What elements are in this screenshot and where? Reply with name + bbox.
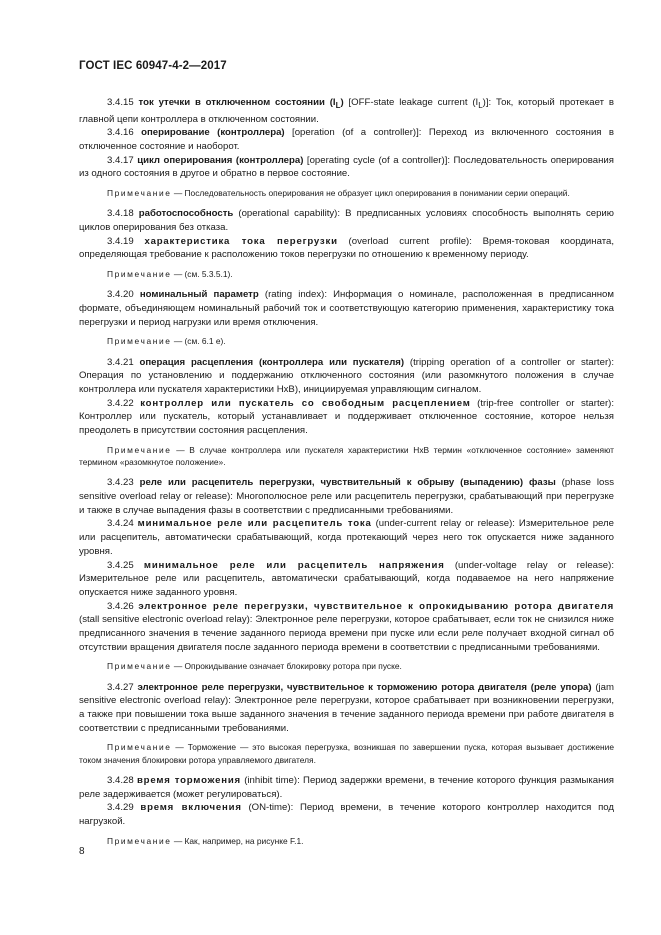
note: Примечание — Торможение — это высокая перегрузка, возникшая по завершении пуска, которая вызывает достижение током значения блокировки ротора управляемого двигателя.	[79, 742, 615, 765]
note: Примечание — (см. 5.3.5.1).	[107, 269, 233, 280]
note: Примечание — Последовательность оперирования не образует цикл оперирования в понимании серии операций.	[107, 188, 570, 199]
page-number: 8	[79, 846, 85, 857]
term: ток утечки в отключенном состоянии $(I_L)$	[138, 97, 344, 110]
clause-3-4-16: 3.4.16 оперирование (контроллера) [operation (of a controller)]: Переход из включенного состояния в отключенное состояние и наоборот.	[79, 127, 615, 153]
clause-3-4-19: 3.4.19 характеристика тока перегрузки (overload current profile): Время-токовая координата, определяющая требование к расположению токов перегрузки по отношению к временному периоду.	[79, 235, 614, 261]
clause-3-4-20: 3.4.20 номинальный параметр (rating index): Информация о номинале, расположенная в предписанном формате, объединяющем номинальный рабочий ток и соответствующую категорию применения, характеристику тока перегрузки и период нагрузки или время отключения.	[79, 289, 614, 328]
clause-3-4-24: 3.4.24 минимальное реле или расцепитель тока (under-current relay or release): Измерительное реле или расцепитель, автоматически срабатывающий, когда протекающий через него ток опускается ниже заданного уровня.	[79, 518, 614, 557]
clause-3-4-25: 3.4.25 минимальное реле или расцепитель напряжения (under-voltage relay or release): Измерительное реле или расцепитель, автоматически срабатывающий, когда подаваемое на него напряжение опускается ниже заданного уровня.	[79, 559, 614, 598]
clause-3-4-26: 3.4.26 электронное реле перегрузки, чувствительное к опрокидыванию ротора двигателя (stall sensitive electronic overload relay): Электронное реле перегрузки, которое срабатывает, если ток не снизился ниже предписанного значения в течение заданного периода времени при пуске или если реле получает входной сигнал об отсутствии вращения двигателя после заданного периода времени в соответствии с предписанными требованиями.	[79, 600, 614, 653]
clause-3-4-28: 3.4.28 время торможения (inhibit time): Период задержки времени, в течение которого функция размыкания реле задерживается (может регулироваться).	[79, 774, 614, 800]
clause-3-4-18: 3.4.18 работоспособность (operational capability): В предписанных условиях способность выполнять серию циклов оперирования без отказа.	[79, 208, 614, 234]
note: Примечание — (см. 6.1 е).	[107, 336, 226, 347]
note: Примечание — В случае контроллера или пускателя характеристики HxB термин «отключенное состояние» заменяют термином «разомкнутое положение».	[79, 444, 615, 468]
clause-3-4-27: 3.4.27 электронное реле перегрузки, чувствительное к торможению ротора двигателя (реле упора) (jam sensitive electronic overload relay): Электронное реле перегрузки, которое срабатывает при возникновении перегрузки, а также при повышении тока выше заданного значения в течение заданного периода времени при работе двигателя в соответствии с предписанными требованиями.	[79, 681, 614, 734]
clause-3-4-22: 3.4.22 контроллер или пускатель со свободным расцеплением (trip-free controller or starter): Контроллер или пускатель, который устанавливает и поддерживает отключенное состояние, которое нельзя преодолеть в присутствии состояния расцепления.	[79, 397, 614, 437]
clause-3-4-29: 3.4.29 время включения (ON-time): Период времени, в течение которого контроллер находится под нагрузкой.	[79, 802, 615, 827]
clause-3-4-23: 3.4.23 реле или расцепитель перегрузки, чувствительный к обрыву (выпадению) фазы (phase loss sensitive overload relay or release): Многополюсное реле или расцепитель перегрузки, срабатывающий при перегрузке и также в случае выпадения фазы в соответствии с предписанными требованиями.	[79, 477, 614, 516]
clause-3-4-15: 3.4.15 ток утечки в отключенном состоянии $(I_L)$ [OFF-state leakage current $(I_L)$]: Ток, который протекает в главной цепи контроллера в отключенном состоянии.	[79, 97, 614, 125]
clause-3-4-17: 3.4.17 цикл оперирования (контроллера) [operating cycle (of a controller)]: Последовательность оперирования из одного состояния в другое и обратно в первое состояние.	[79, 154, 614, 180]
standard-header: ГОСТ IEC 60947-4-2—2017	[79, 60, 227, 72]
note: Примечание — Опрокидывание означает блокировку ротора при пуске.	[107, 661, 402, 672]
note: Примечание — Как, например, на рисунке F.1.	[107, 835, 304, 846]
document-body	[79, 96, 614, 855]
clause-3-4-21: 3.4.21 операция расцепления (контроллера или пускателя) (tripping operation of a controller or starter): Операция по установлению и поддержанию отключенного состояния (или разомкнутого положения в случае контроллера или пускателя характеристики HxB), инициируемая управляющим сигналом.	[79, 356, 614, 396]
